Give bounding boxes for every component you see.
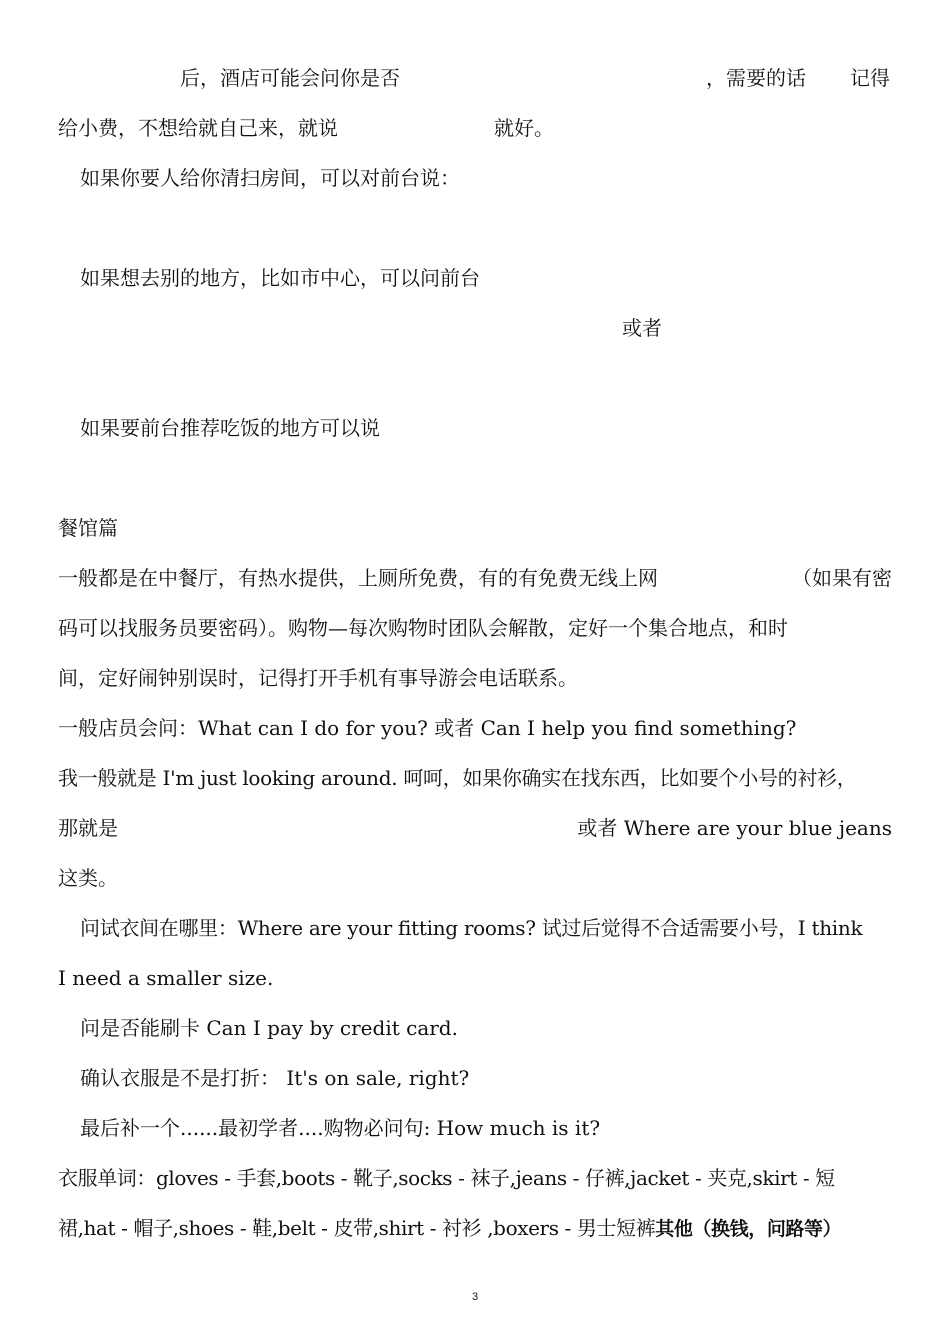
text-segment-bold: 其他（换钱，问路等） (655, 1218, 842, 1240)
text-line: 如果你要人给你清扫房间，可以对前台说： (80, 166, 460, 190)
text-line: 间，定好闹钟别误时，记得打开手机有事导游会电话联系。 (58, 666, 578, 690)
text-line: 如果想去别的地方，比如市中心，可以问前台 (80, 266, 480, 290)
text-segment: 裙,hat - 帽子,shoes - 鞋,belt - 皮带,shirt - 衬衫 ,boxers - 男士短裤 (58, 1216, 656, 1240)
text-line (58, 814, 892, 842)
text-line: 如果要前台推荐吃饭的地方可以说 (80, 416, 380, 440)
text-line: ，需要的话 (706, 66, 806, 90)
text-line: 最后补一个......最初学者....购物必问句: How much is it? (80, 1116, 601, 1140)
text-line (58, 564, 892, 592)
text-line: 这类。 (58, 866, 118, 890)
page-number: 3 (471, 1291, 479, 1303)
text-line: 衣服单词：gloves - 手套,boots - 靴子,socks - 袜子,jeans - 仔裤,jacket - 夹克,skirt - 短 (58, 1166, 835, 1190)
text-segment: 一般都是在中餐厅，有热水提供，上厕所免费，有的有免费无线上网 (58, 566, 658, 590)
text-line: 一般店员会问：What can I do for you? 或者 Can I help you find something? (58, 716, 797, 740)
text-line: 问试衣间在哪里：Where are your fitting rooms? 试过后觉得不合适需要小号，I think (80, 916, 863, 940)
text-line: 记得 (850, 66, 890, 90)
text-line: I need a smaller size. (58, 966, 274, 990)
text-line: 给小费，不想给就自己来，就说 (58, 116, 338, 140)
text-line: 问是否能刷卡 Can I pay by credit card. (80, 1016, 458, 1040)
text-line (58, 1214, 841, 1243)
text-line: 确认衣服是不是打折： It's on sale, right? (80, 1066, 470, 1090)
text-line: 后，酒店可能会问你是否 (180, 66, 400, 90)
text-segment: 或者 Where are your blue jeans (577, 816, 892, 840)
text-segment: （如果有密 (792, 566, 892, 590)
section-heading: 餐馆篇 (58, 516, 118, 540)
text-line: 码可以找服务员要密码）。购物—每次购物时团队会解散，定好一个集合地点，和时 (58, 616, 788, 640)
text-line: 就好。 (494, 116, 554, 140)
text-segment: 那就是 (58, 816, 118, 840)
text-line: 或者 (622, 316, 662, 340)
text-line: 我一般就是 I'm just looking around. 呵呵，如果你确实在找东西，比如要个小号的衬衫， (58, 766, 857, 790)
